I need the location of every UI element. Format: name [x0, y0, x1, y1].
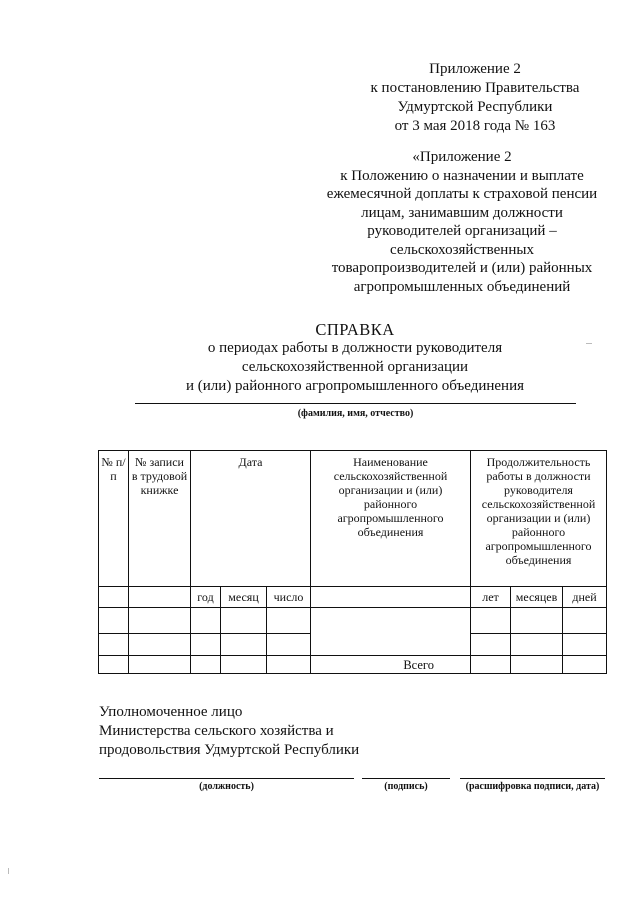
table-cell[interactable] — [471, 656, 511, 674]
regulation-appendix-line: руководителей организаций – — [367, 223, 557, 239]
table-cell[interactable] — [221, 656, 267, 674]
table-cell[interactable] — [129, 656, 191, 674]
regulation-appendix-line: «Приложение 2 — [412, 149, 512, 165]
regulation-appendix-line: к Положению о назначении и выплате — [340, 167, 584, 184]
title-line: сельскохозяйственной организации — [241, 359, 469, 375]
regulation-appendix — [300, 148, 624, 296]
table-cell[interactable] — [221, 608, 267, 634]
table-cell[interactable] — [99, 656, 129, 674]
appendix-header-line: от 3 мая 2018 года № 163 — [394, 118, 556, 134]
table-cell[interactable] — [511, 656, 563, 674]
decoding-line[interactable] — [460, 778, 605, 779]
table-cell[interactable] — [563, 608, 607, 634]
table-cell[interactable] — [267, 656, 311, 674]
header-organization: Наименование сельскохозяйственной организации и (или) районного агропромышленного объединения — [311, 451, 471, 587]
position-caption: (должность) — [199, 781, 254, 792]
table-cell[interactable] — [99, 634, 129, 656]
title-main: СПРАВКА — [315, 320, 395, 339]
subheader-days: дней — [563, 587, 607, 608]
title-line: и (или) районного агропромышленного объединения — [186, 378, 524, 394]
scan-mark — [586, 343, 592, 344]
table-cell[interactable] — [221, 634, 267, 656]
table-cell[interactable] — [129, 634, 191, 656]
header-number: № п/п — [99, 451, 129, 587]
table-cell-organization[interactable] — [311, 608, 471, 656]
signatory-line: продовольствия Удмуртской Республики — [99, 742, 360, 758]
table-cell[interactable] — [471, 634, 511, 656]
appendix-header-line: Приложение 2 — [429, 61, 521, 77]
table-cell[interactable] — [191, 608, 221, 634]
appendix-header — [360, 60, 590, 136]
document-title — [100, 320, 610, 396]
table-cell[interactable] — [471, 608, 511, 634]
signature-caption: (подпись) — [384, 781, 428, 792]
table-cell[interactable] — [511, 608, 563, 634]
total-label: Всего — [311, 656, 471, 674]
table-cell[interactable] — [129, 587, 191, 608]
regulation-appendix-line: ежемесячной доплаты к страховой пенсии — [326, 186, 598, 202]
table-cell[interactable] — [99, 608, 129, 634]
fio-input-line[interactable] — [135, 403, 576, 404]
table-cell[interactable] — [267, 634, 311, 656]
work-periods-table — [98, 450, 607, 674]
regulation-appendix-line: сельскохозяйственных — [390, 241, 534, 258]
appendix-header-line: Удмуртской Республики — [397, 99, 553, 115]
table-row-total — [99, 656, 607, 674]
subheader-months: месяцев — [511, 587, 563, 608]
table-cell[interactable] — [191, 656, 221, 674]
position-line[interactable] — [99, 778, 354, 779]
decoding-caption: (расшифровка подписи, дата) — [465, 781, 600, 792]
scan-mark — [8, 868, 9, 874]
table-cell[interactable] — [99, 587, 129, 608]
title-line: о периодах работы в должности руководителя — [207, 340, 503, 356]
subheader-day: число — [267, 587, 311, 608]
table-cell[interactable] — [129, 608, 191, 634]
table-row — [99, 608, 607, 634]
regulation-appendix-line: лицам, занимавшим должности — [361, 204, 563, 221]
signatory-block — [99, 703, 479, 760]
subheader-month: месяц — [221, 587, 267, 608]
table-cell[interactable] — [267, 608, 311, 634]
subheader-year: год — [191, 587, 221, 608]
fio-caption: (фамилия, имя, отчество) — [297, 408, 414, 419]
table-cell[interactable] — [563, 634, 607, 656]
table-cell[interactable] — [311, 587, 471, 608]
header-duration: Продолжительность работы в должности руководителя сельскохозяйственной организации и (или) районного агропромышленного объединения — [471, 451, 607, 587]
table-cell[interactable] — [511, 634, 563, 656]
header-date: Дата — [191, 451, 311, 587]
table-cell[interactable] — [563, 656, 607, 674]
signatory-line: Министерства сельского хозяйства и — [99, 723, 334, 739]
header-record: № записи в трудовой книжке — [129, 451, 191, 587]
signatory-line: Уполномоченное лицо — [99, 704, 243, 720]
subheader-years: лет — [471, 587, 511, 608]
appendix-header-line: к постановлению Правительства — [370, 80, 580, 96]
table-cell[interactable] — [191, 634, 221, 656]
regulation-appendix-line: товаропроизводителей и (или) районных — [331, 260, 593, 276]
regulation-appendix-line: агропромышленных объединений — [353, 278, 571, 295]
signature-line[interactable] — [362, 778, 450, 779]
